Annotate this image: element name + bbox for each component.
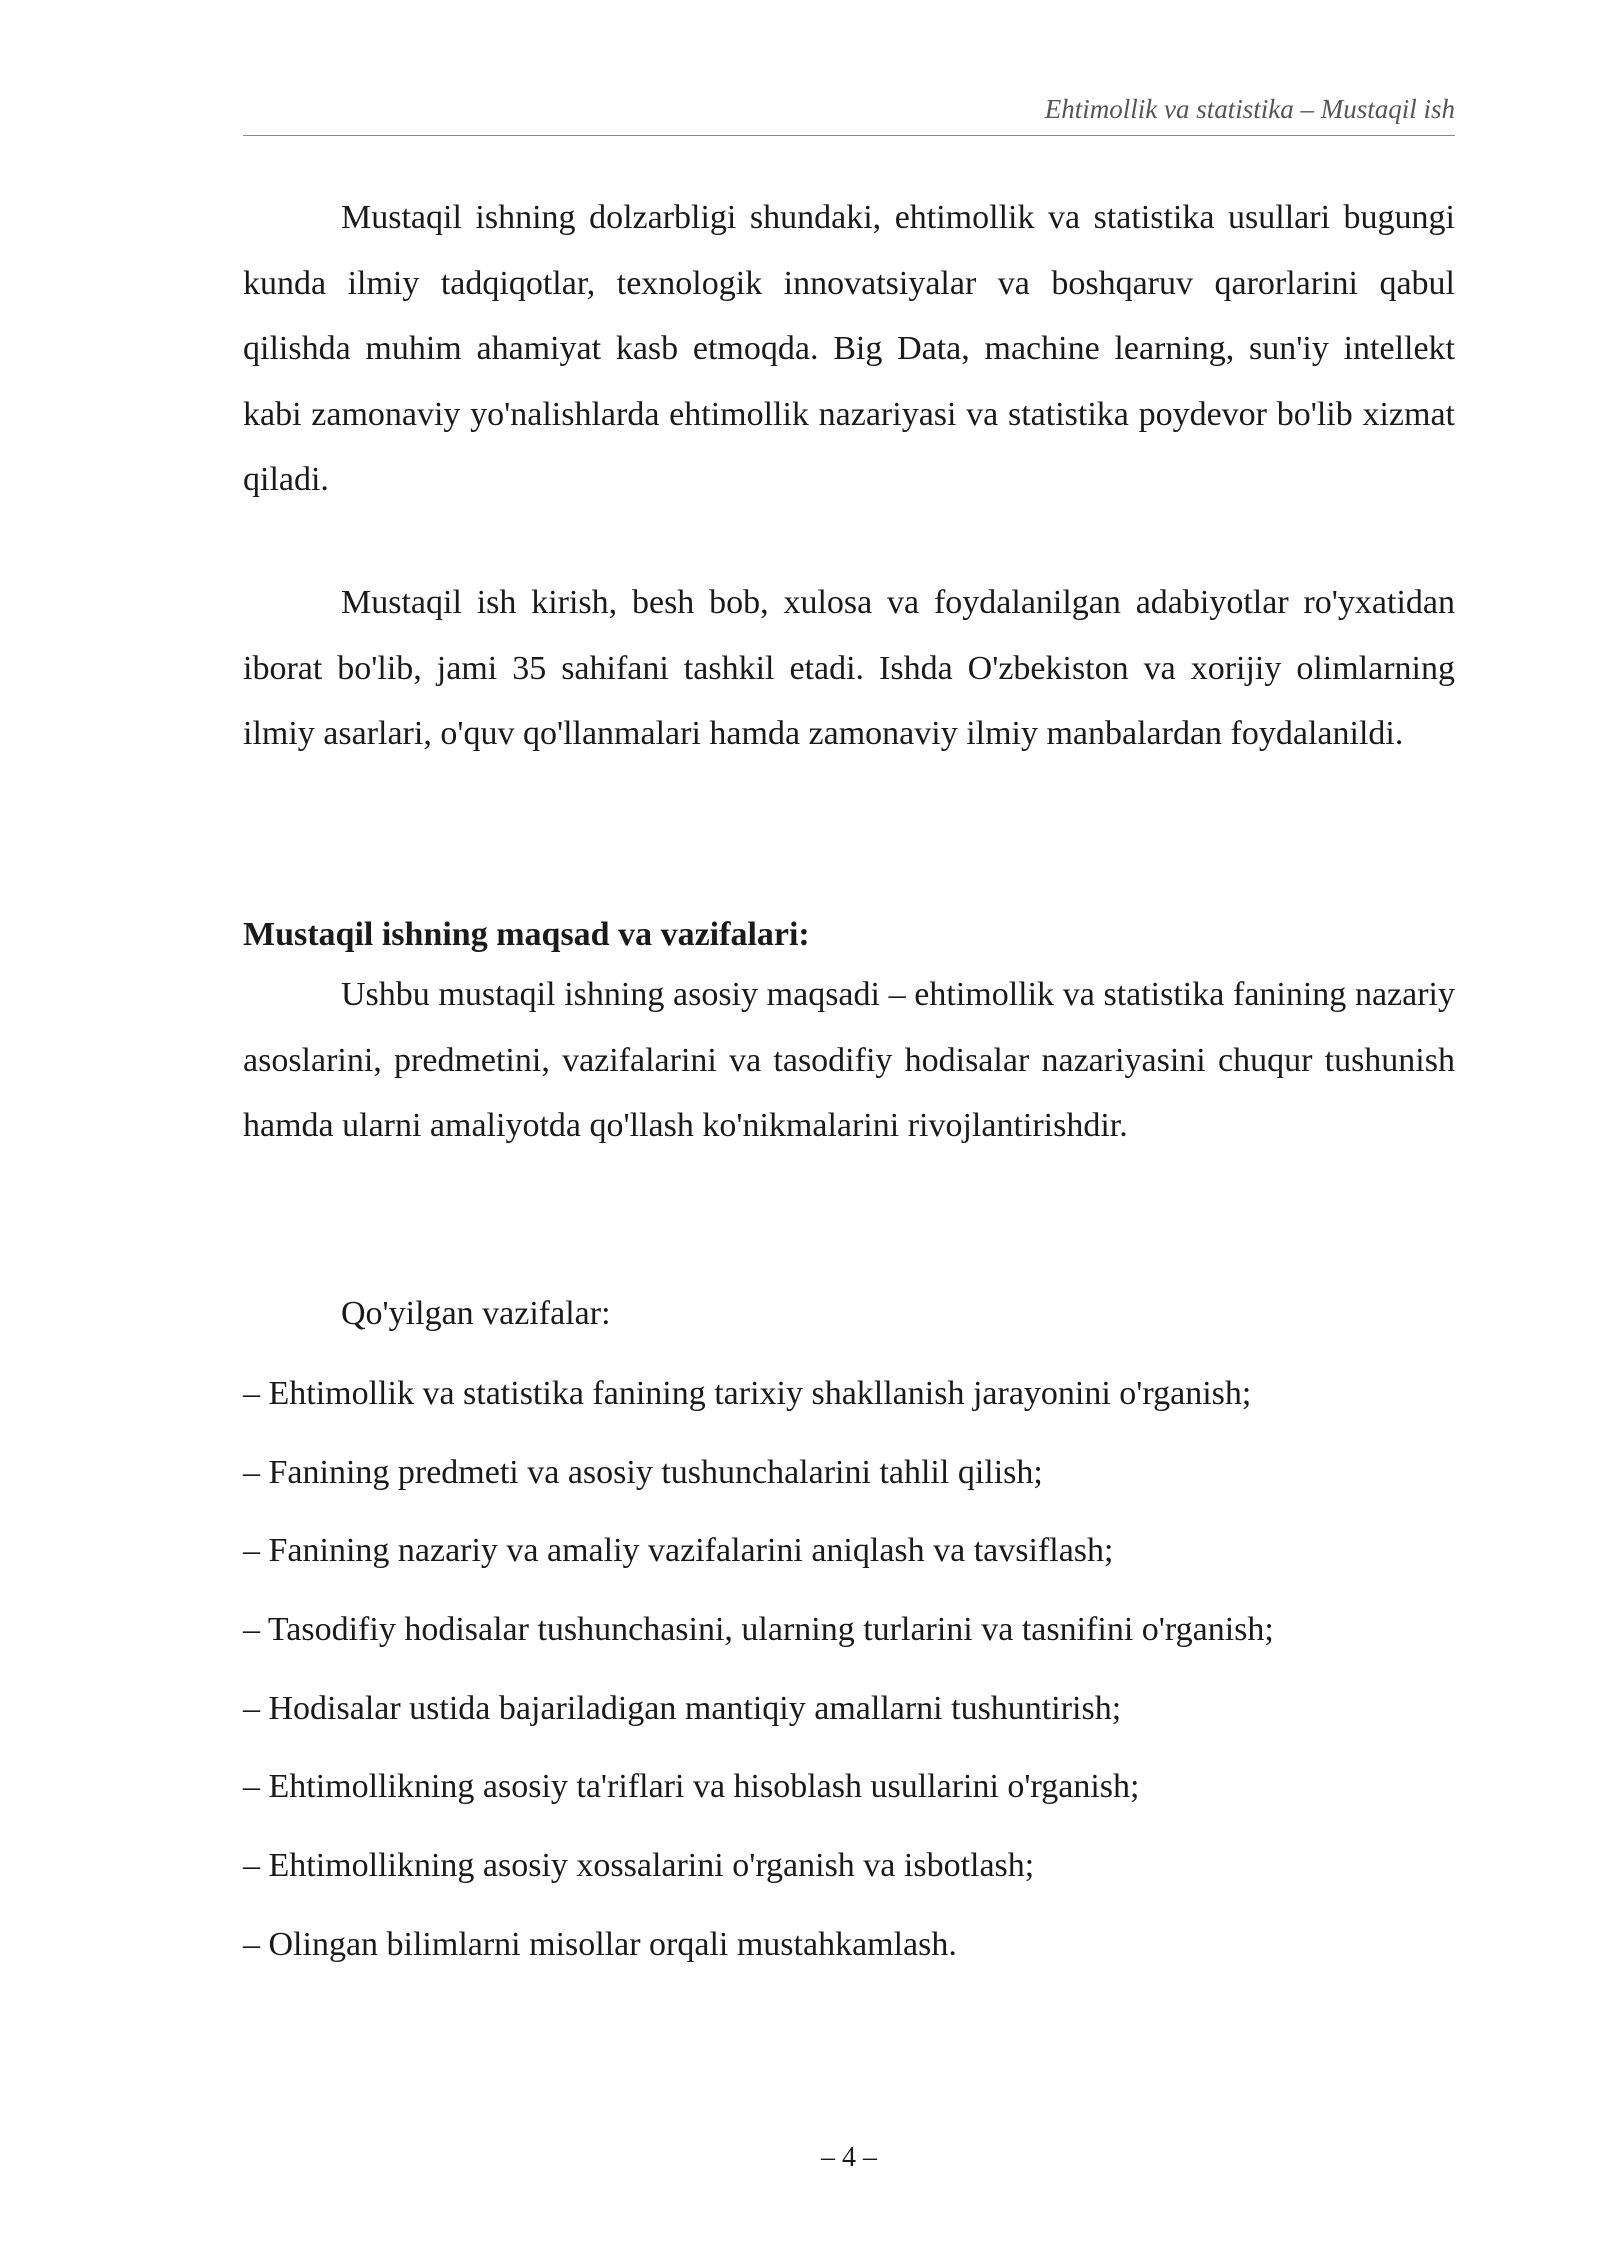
relevance-paragraph: Mustaqil ishning dolzarbligi shundaki, ehtimollik va statistika usullari bugungi kunda ilmiy tadqiqotlar, texnologik innovatsiyalar va boshqaruv qarorlarini qabul qilishda muhim ahamiyat kasb etmoqda. Big Data, machine learning, sun'iy intellekt kabi zamonaviy yo'nalishlarda ehtimollik nazariyasi va statistika poydevor bo'lib xizmat qiladi.	[243, 199, 1455, 498]
structure-paragraph: Mustaqil ish kirish, besh bob, xulosa va foydalanilgan adabiyotlar ro'yxatidan iborat bo'lib, jami 35 sahifani tashkil etadi. Ishda O'zbekiston va xorijiy olimlarning ilmiy asarlari, o'quv qo'llanmalari hamda zamonaviy ilmiy manbalardan foydalanildi.	[243, 584, 1455, 752]
task-item: – Ehtimollik va statistika fanining tarixiy shakllanish jarayonini o'rganish;	[243, 1375, 1252, 1412]
task-item: – Ehtimollikning asosiy ta'riflari va hisoblash usullarini o'rganish;	[243, 1768, 1140, 1806]
running-header: Ehtimollik va statistika – Mustaqil ish	[243, 94, 1455, 136]
task-item: – Hodisalar ustida bajariladigan mantiqiy amallarni tushuntirish;	[243, 1689, 1122, 1727]
task-item: – Ehtimollikning asosiy xossalarini o'rganish va isbotlash;	[243, 1847, 1035, 1885]
page-number: – 4 –	[821, 2142, 877, 2173]
task-list	[243, 1363, 1455, 1993]
goals-heading: Mustaqil ishning maqsad va vazifalari:	[243, 916, 810, 953]
goal-paragraph: Ushbu mustaqil ishning asosiy maqsadi – ehtimollik va statistika fanining nazariy asoslarini, predmetini, vazifalarini va tasodifiy hodisalar nazariyasini chuqur tushunish hamda ularni amaliyotda qo'llash ko'nikmalarini rivojlantirishdir.	[243, 976, 1455, 1144]
tasks-title: Qo'yilgan vazifalar:	[341, 1295, 611, 1332]
task-item: – Fanining predmeti va asosiy tushunchalarini tahlil qilish;	[243, 1453, 1043, 1491]
task-item: – Fanining nazariy va amaliy vazifalarini aniqlash va tavsiflash;	[243, 1532, 1114, 1570]
task-item: – Olingan bilimlarni misollar orqali mustahkamlash.	[243, 1925, 957, 1963]
task-item: – Tasodifiy hodisalar tushunchasini, ularning turlarini va tasnifini o'rganish;	[243, 1611, 1274, 1649]
